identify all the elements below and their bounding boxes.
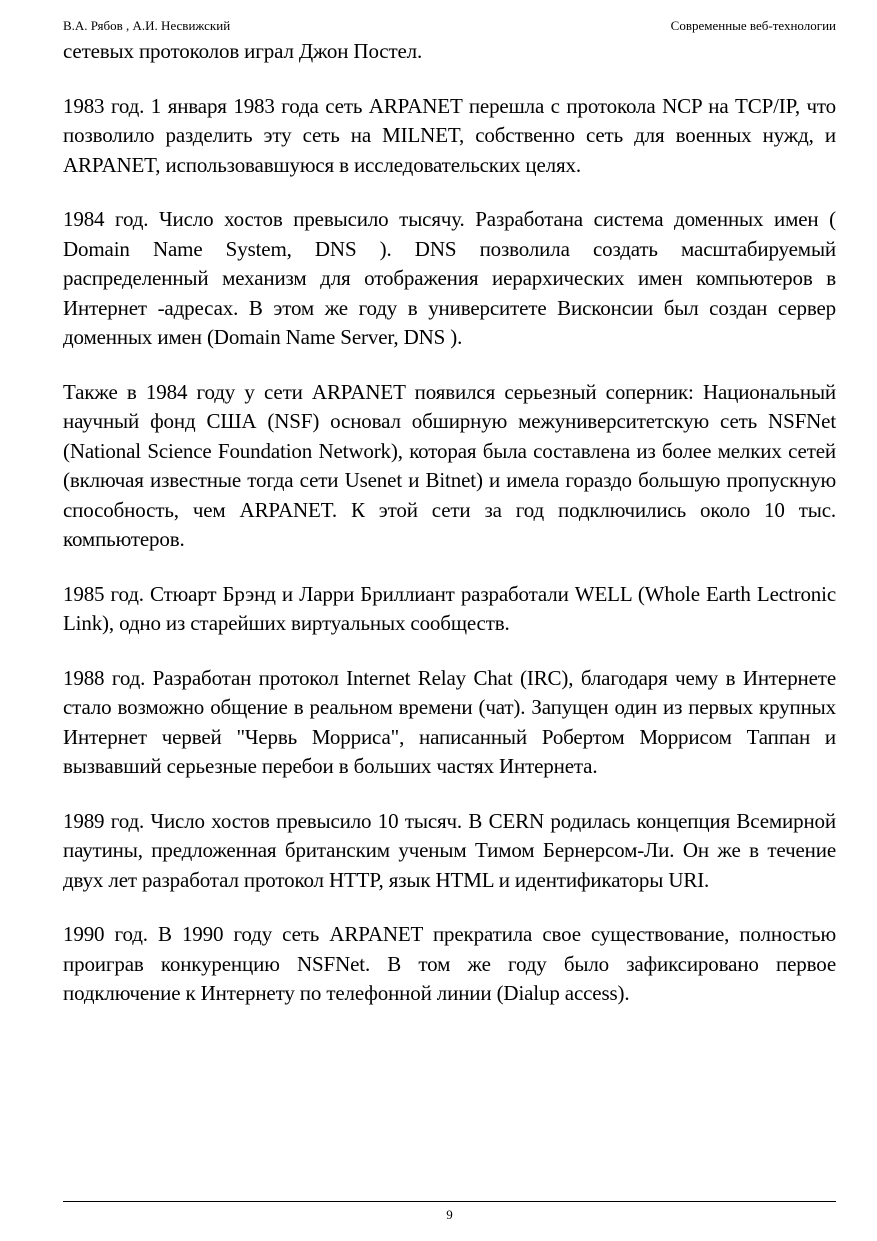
paragraph-1983: 1983 год. 1 января 1983 года сеть ARPANET перешла с протокола NCP на TCP/IP, что позволило разделить эту сеть на MILNET, собственно сеть для военных нужд, и ARPANET, использовавшуюся в исследовательских целях. xyxy=(63,93,836,177)
document-body xyxy=(63,37,836,1034)
page-header xyxy=(63,16,836,36)
paragraph-1989: 1989 год. Число хостов превысило 10 тысяч. В CERN родилась концепция Всемирной паутины, предложенная британским ученым Тимом Бернерсом-Ли. Он же в течение двух лет разработал протокол HTTP, язык HTML и идентификаторы URI. xyxy=(63,808,836,892)
page-number: 9 xyxy=(446,1207,453,1222)
paragraph-1985: 1985 год. Стюарт Брэнд и Ларри Бриллиант разработали WELL (Whole Earth Lectronic Link), одно из старейших виртуальных сообществ. xyxy=(63,581,836,635)
paragraph-1984-nsfnet: Также в 1984 году у сети ARPANET появился серьезный соперник: Национальный научный фонд США (NSF) основал обширную межуниверситетскую сеть NSFNet (National Science Foundation Network), которая была составлена из более мелких сетей (включая известные тогда сети Usenet и Bitnet) и имела гораздо большую пропускную способность, чем ARPANET. К этой сети за год подключились около 10 тыс. компьютеров. xyxy=(63,379,836,551)
paragraph-1984: 1984 год. Число хостов превысило тысячу. Разработана система доменных имен ( Domain Name System, DNS ). DNS позволила создать масштабируемый распределенный механизм для отображения иерархических имен компьютеров в Интернет -адресах. В этом же году в университете Висконсии был создан сервер доменных имен (Domain Name Server, DNS ). xyxy=(63,207,836,349)
header-title: Современные веб-технологии xyxy=(670,18,836,33)
header-authors: В.А. Рябов , А.И. Несвижский xyxy=(63,18,231,33)
footer-divider xyxy=(63,1201,836,1202)
document-page xyxy=(63,0,836,1241)
paragraph-continuation: сетевых протоколов играл Джон Постел. xyxy=(63,39,423,63)
paragraph-1988: 1988 год. Разработан протокол Internet Relay Chat (IRC), благодаря чему в Интернете стало возможно общение в реальном времени (чат). Запущен один из первых крупных Интернет червей "Червь Морриса", написанный Робертом Моррисом Таппан и вызвавший серьезные перебои в больших частях Интернета. xyxy=(63,665,836,778)
paragraph-1990: 1990 год. В 1990 году сеть ARPANET прекратила свое существование, полностью проиграв конкуренцию NSFNet. В том же году было зафиксировано первое подключение к Интернету по телефонной линии (Dialup access). xyxy=(63,922,836,1005)
